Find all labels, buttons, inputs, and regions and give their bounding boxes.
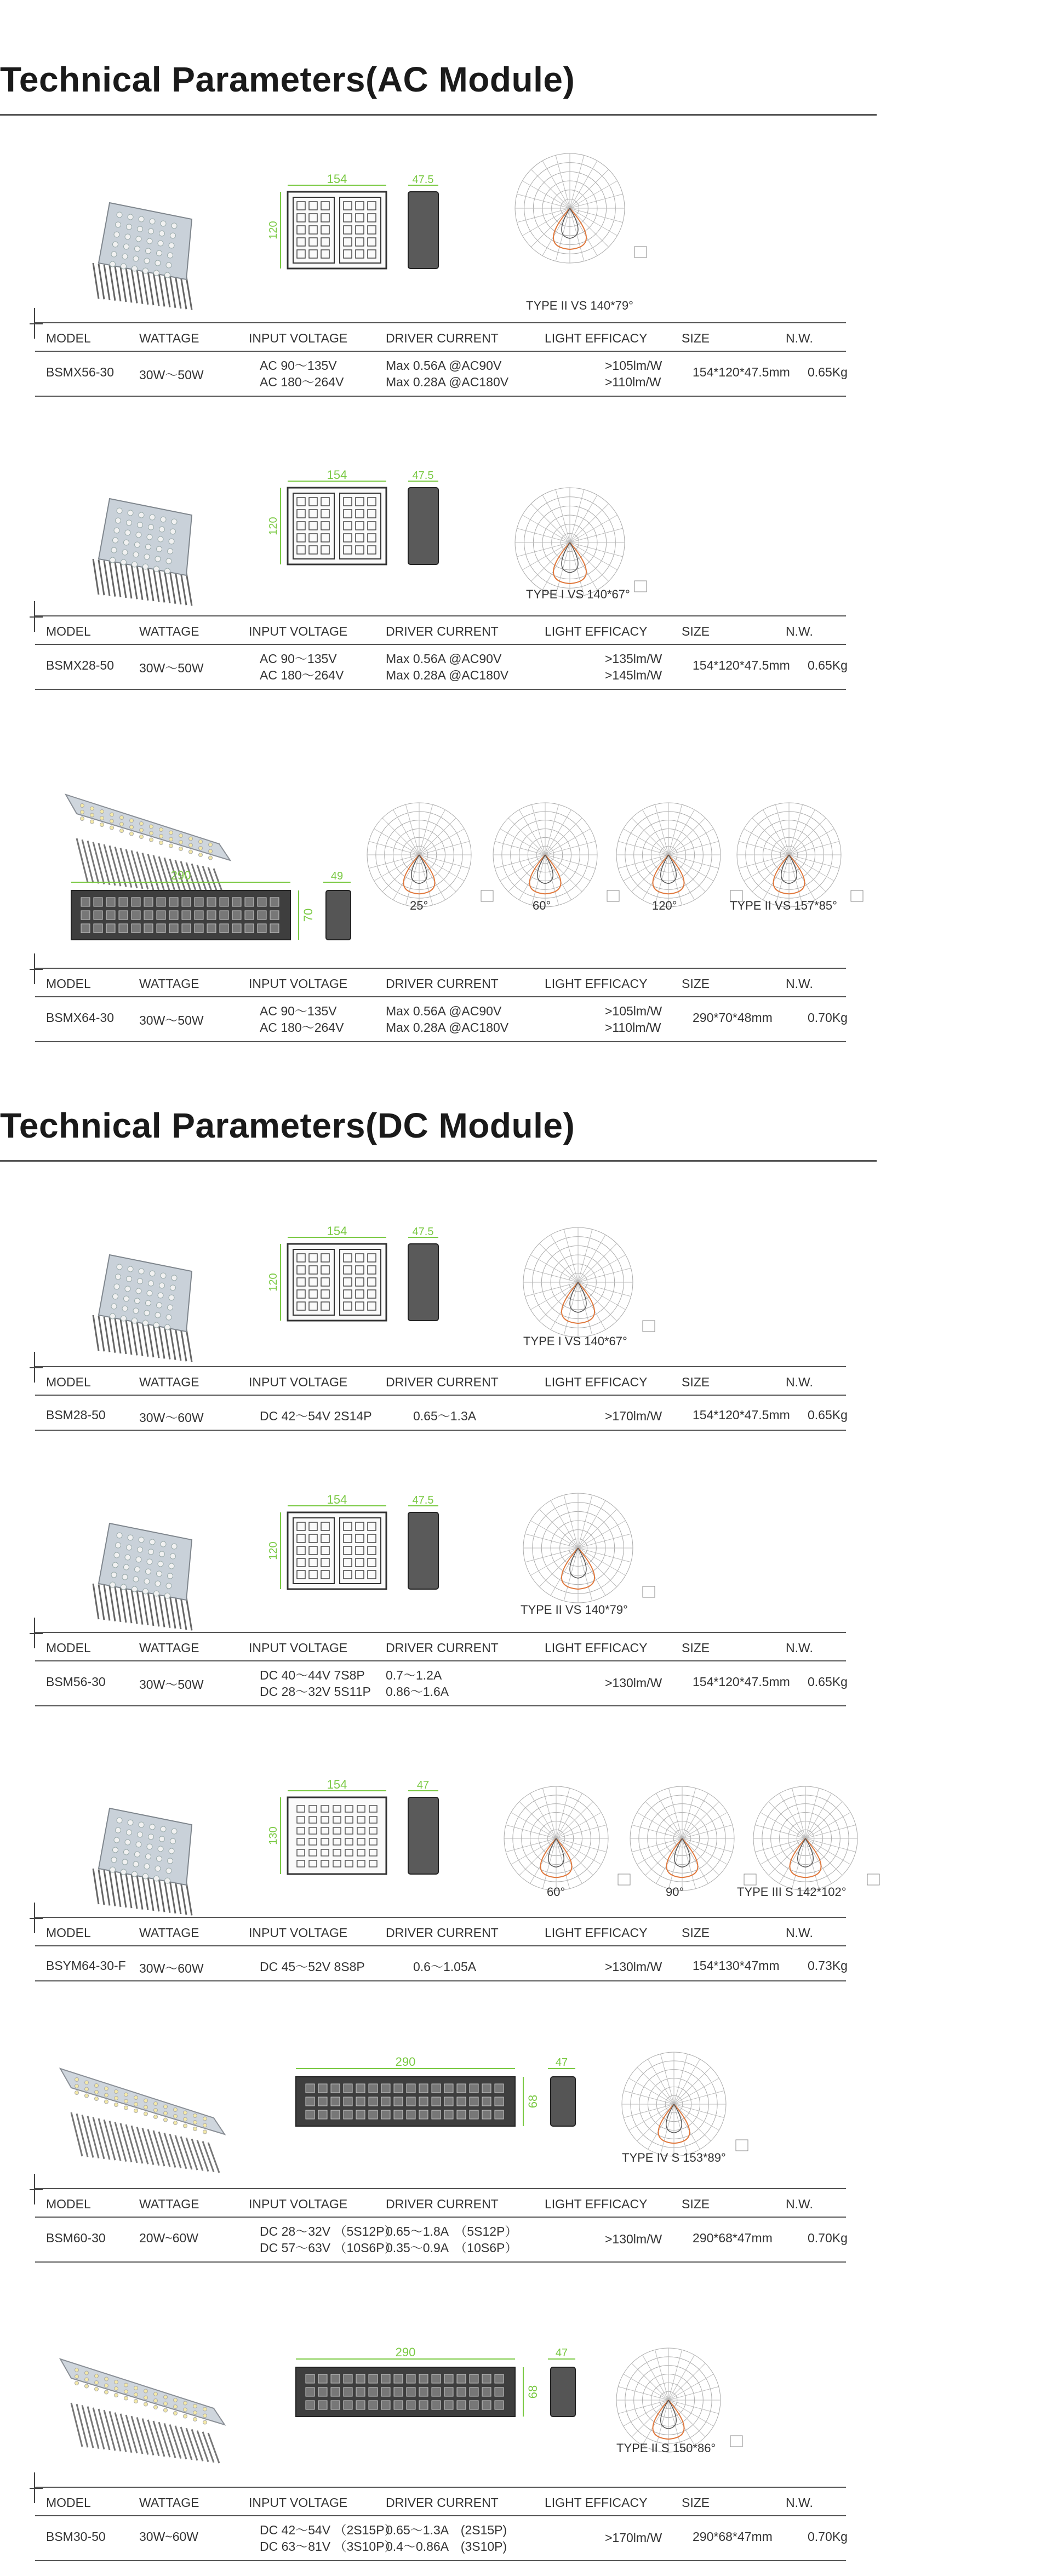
cell-size: 154*120*47.5mm: [693, 658, 790, 672]
table-header-size: SIZE: [682, 2495, 710, 2510]
table-bottom-rule: [35, 1980, 846, 1981]
polar-chart-wrap: [510, 148, 658, 271]
table-header-input-voltage: INPUT VOLTAGE: [249, 2197, 348, 2211]
cell-size: 154*120*47.5mm: [693, 1408, 790, 1422]
table-top-rule: [35, 2487, 846, 2488]
cell-light-efficacy: >170lm/W: [605, 1409, 662, 1423]
light-distribution-label: TYPE II S 150*86°: [616, 2441, 716, 2455]
table-header-wattage: WATTAGE: [139, 1926, 199, 1940]
table-header-wattage: WATTAGE: [139, 1641, 199, 1655]
table-header-size: SIZE: [682, 331, 710, 345]
ac-section-rule: [0, 114, 877, 116]
cell-driver-current: 0.4～0.86A (3S10P): [386, 2539, 507, 2554]
cell-driver-current: Max 0.56A @AC90V: [386, 358, 502, 373]
table-header-rule: [35, 1945, 846, 1946]
product-photo: [77, 482, 219, 608]
polar-light-distribution-chart: [611, 2343, 753, 2458]
spec-table: [35, 2482, 846, 2554]
polar-light-distribution-chart: [731, 797, 874, 912]
table-header-wattage: WATTAGE: [139, 2197, 199, 2211]
svg-text:47: 47: [555, 2347, 568, 2359]
svg-text:47.5: 47.5: [412, 470, 434, 482]
svg-text:154: 154: [327, 1778, 347, 1791]
table-header-size: SIZE: [682, 624, 710, 638]
svg-text:290: 290: [170, 869, 191, 882]
cell-light-efficacy: >105lm/W: [605, 1004, 662, 1018]
table-header-light-efficacy: LIGHT EFFICACY: [545, 331, 648, 345]
cell-nw: 0.65Kg: [808, 658, 848, 672]
cell-wattage: 30W~60W: [139, 2529, 199, 2544]
table-header-driver-current: DRIVER CURRENT: [386, 2495, 499, 2510]
cell-light-efficacy: >145lm/W: [605, 668, 662, 682]
table-corner-mark: [30, 2189, 43, 2190]
cell-input-voltage: DC 63～81V （3S10P）: [260, 2539, 397, 2554]
table-top-rule: [35, 968, 846, 969]
svg-text:130: 130: [267, 1826, 279, 1845]
table-bottom-rule: [35, 396, 846, 397]
table-header-light-efficacy: LIGHT EFFICACY: [545, 1926, 648, 1940]
cell-driver-current: 0.35～0.9A （10S6P）: [386, 2241, 518, 2255]
table-header-rule: [35, 1395, 846, 1396]
dimension-drawing: [55, 871, 362, 953]
spec-table: [35, 1362, 846, 1433]
polar-chart-wrap: [731, 797, 874, 915]
product-photo-wrap: [77, 482, 219, 611]
table-header-wattage: WATTAGE: [139, 1375, 199, 1389]
dimension-drawing: [279, 2055, 586, 2140]
cell-model: BSM56-30: [46, 1675, 106, 1689]
table-header-model: MODEL: [46, 1641, 91, 1655]
table-corner-mark: [30, 1367, 43, 1368]
spec-table: [35, 611, 846, 682]
polar-light-distribution-chart: [518, 1222, 666, 1343]
dimension-drawing: [267, 1224, 449, 1337]
cell-input-voltage: DC 28～32V （5S12P）: [260, 2224, 397, 2238]
cell-input-voltage: AC 180～264V: [260, 375, 344, 389]
cell-input-voltage: DC 57～63V （10S6P）: [260, 2241, 397, 2255]
table-header-driver-current: DRIVER CURRENT: [386, 2197, 499, 2211]
cell-model: BSMX56-30: [46, 365, 115, 379]
table-header-model: MODEL: [46, 2197, 91, 2211]
light-distribution-label: TYPE II VS 140*79°: [521, 1603, 628, 1617]
svg-text:154: 154: [327, 1224, 347, 1238]
table-header-model: MODEL: [46, 624, 91, 638]
table-header-wattage: WATTAGE: [139, 976, 199, 991]
table-header-size: SIZE: [682, 2197, 710, 2211]
table-header-light-efficacy: LIGHT EFFICACY: [545, 1641, 648, 1655]
svg-text:120: 120: [267, 221, 279, 239]
light-distribution-label: TYPE IV S 153*89°: [622, 2151, 726, 2164]
table-corner-mark: [30, 616, 43, 618]
cell-size: 290*70*48mm: [693, 1010, 773, 1025]
table-header-rule: [35, 996, 846, 997]
light-distribution-label: 25°: [410, 899, 428, 912]
cell-input-voltage: AC 90～135V: [260, 652, 337, 666]
cell-model: BSMX64-30: [46, 1010, 115, 1025]
polar-light-distribution-chart: [748, 1781, 890, 1896]
product-photo-wrap: [49, 2337, 236, 2466]
polar-chart-wrap: [748, 1781, 890, 1899]
cell-driver-current: Max 0.28A @AC180V: [386, 375, 509, 389]
table-header-driver-current: DRIVER CURRENT: [386, 331, 499, 345]
table-bottom-rule: [35, 2261, 846, 2263]
table-corner-mark: [30, 323, 43, 324]
table-bottom-rule: [35, 2560, 846, 2561]
dimension-drawing-wrap: [267, 468, 449, 584]
table-top-rule: [35, 1366, 846, 1367]
polar-chart-wrap: [362, 797, 504, 915]
light-distribution-label: 60°: [547, 1885, 565, 1899]
product-photo-wrap: [49, 2047, 236, 2175]
svg-text:120: 120: [267, 1541, 279, 1560]
polar-chart-wrap: [625, 1781, 767, 1899]
svg-text:70: 70: [301, 908, 315, 922]
spec-table: [35, 318, 846, 389]
cell-nw: 0.70Kg: [808, 2529, 848, 2544]
cell-wattage: 30W～50W: [139, 368, 204, 382]
cell-light-efficacy: >130lm/W: [605, 1960, 662, 1974]
table-header-size: SIZE: [682, 1375, 710, 1389]
spec-table: [35, 1627, 846, 1699]
dimension-drawing-wrap: [267, 1224, 449, 1340]
table-header-driver-current: DRIVER CURRENT: [386, 976, 499, 991]
table-header-model: MODEL: [46, 1926, 91, 1940]
product-photo-wrap: [77, 1792, 219, 1921]
table-header-driver-current: DRIVER CURRENT: [386, 1641, 499, 1655]
cell-input-voltage: AC 180～264V: [260, 1020, 344, 1035]
table-header-driver-current: DRIVER CURRENT: [386, 1375, 499, 1389]
cell-input-voltage: AC 180～264V: [260, 668, 344, 682]
cell-model: BSMX28-50: [46, 658, 115, 672]
cell-light-efficacy: >110lm/W: [605, 375, 661, 389]
cell-driver-current: Max 0.56A @AC90V: [386, 1004, 502, 1018]
light-distribution-label: TYPE I VS 140*67°: [526, 587, 630, 601]
ac-section-title: Technical Parameters(AC Module): [0, 60, 575, 99]
polar-light-distribution-chart: [616, 2047, 759, 2162]
dimension-drawing-wrap: [279, 2055, 586, 2143]
table-bottom-rule: [35, 1705, 846, 1706]
svg-text:290: 290: [395, 2055, 416, 2069]
table-header-input-voltage: INPUT VOLTAGE: [249, 976, 348, 991]
light-distribution-label: TYPE III S 142*102°: [737, 1885, 847, 1899]
table-header-nw: N.W.: [786, 976, 813, 991]
table-header-nw: N.W.: [786, 2495, 813, 2510]
dc-section-rule: [0, 1160, 877, 1162]
light-distribution-label: TYPE I VS 140*67°: [523, 1334, 627, 1348]
table-header-rule: [35, 644, 846, 645]
cell-input-voltage: DC 45～52V 8S8P: [260, 1960, 365, 1974]
cell-driver-current: Max 0.28A @AC180V: [386, 668, 509, 682]
product-photo: [77, 186, 219, 312]
table-header-nw: N.W.: [786, 1375, 813, 1389]
cell-light-efficacy: >130lm/W: [605, 2232, 662, 2246]
table-header-input-voltage: INPUT VOLTAGE: [249, 2495, 348, 2510]
svg-text:154: 154: [327, 468, 347, 482]
cell-light-efficacy: >110lm/W: [605, 1020, 661, 1035]
dc-section-title: Technical Parameters(DC Module): [0, 1106, 575, 1145]
table-header-light-efficacy: LIGHT EFFICACY: [545, 1375, 648, 1389]
polar-chart-wrap: [616, 2047, 759, 2164]
polar-light-distribution-chart: [625, 1781, 767, 1896]
polar-light-distribution-chart: [499, 1781, 641, 1896]
table-header-driver-current: DRIVER CURRENT: [386, 624, 499, 638]
table-header-size: SIZE: [682, 976, 710, 991]
polar-light-distribution-chart: [518, 1488, 666, 1608]
cell-size: 154*120*47.5mm: [693, 1675, 790, 1689]
light-distribution-label: 90°: [666, 1885, 684, 1899]
light-distribution-label: 60°: [533, 899, 551, 912]
dimension-drawing: [267, 1778, 449, 1890]
cell-model: BSM60-30: [46, 2231, 106, 2245]
polar-chart-wrap: [488, 797, 630, 915]
cell-driver-current: 0.6～1.05A: [413, 1960, 477, 1974]
cell-input-voltage: AC 90～135V: [260, 358, 337, 373]
polar-light-distribution-chart: [510, 148, 658, 269]
table-header-nw: N.W.: [786, 624, 813, 638]
table-top-rule: [35, 322, 846, 323]
cell-nw: 0.65Kg: [808, 365, 848, 379]
table-header-wattage: WATTAGE: [139, 2495, 199, 2510]
dimension-drawing: [267, 468, 449, 581]
cell-driver-current: 0.65～1.8A （5S12P）: [386, 2224, 518, 2238]
table-header-nw: N.W.: [786, 1926, 813, 1940]
dimension-drawing: [279, 2345, 586, 2430]
dimension-drawing-wrap: [267, 172, 449, 288]
product-photo-wrap: [77, 186, 219, 315]
dimension-drawing-wrap: [55, 871, 362, 956]
cell-driver-current: 0.65～1.3A (2S15P): [386, 2523, 507, 2537]
spec-table: [35, 963, 846, 1035]
table-bottom-rule: [35, 1430, 846, 1431]
table-header-size: SIZE: [682, 1641, 710, 1655]
cell-light-efficacy: >170lm/W: [605, 2531, 662, 2545]
table-header-rule: [35, 1660, 846, 1661]
dimension-drawing-wrap: [267, 1778, 449, 1893]
svg-text:47.5: 47.5: [412, 1494, 434, 1506]
cell-size: 290*68*47mm: [693, 2231, 773, 2245]
table-header-input-voltage: INPUT VOLTAGE: [249, 331, 348, 345]
table-header-nw: N.W.: [786, 2197, 813, 2211]
table-header-wattage: WATTAGE: [139, 624, 199, 638]
polar-chart-wrap: [499, 1781, 641, 1899]
table-header-size: SIZE: [682, 1926, 710, 1940]
cell-wattage: 30W～60W: [139, 1961, 204, 1975]
svg-text:154: 154: [327, 1493, 347, 1506]
light-distribution-label: 120°: [652, 899, 677, 912]
dimension-drawing: [267, 1493, 449, 1606]
table-bottom-rule: [35, 689, 846, 690]
svg-text:120: 120: [267, 517, 279, 535]
spec-table: [35, 1912, 846, 1984]
svg-text:68: 68: [526, 2385, 540, 2399]
product-photo: [77, 1792, 219, 1918]
polar-chart-wrap: [518, 1488, 666, 1611]
table-header-input-voltage: INPUT VOLTAGE: [249, 1375, 348, 1389]
table-header-driver-current: DRIVER CURRENT: [386, 1926, 499, 1940]
cell-input-voltage: DC 28～32V 5S11P: [260, 1684, 371, 1699]
product-photo-wrap: [77, 1507, 219, 1636]
cell-light-efficacy: >130lm/W: [605, 1676, 662, 1690]
table-header-input-voltage: INPUT VOLTAGE: [249, 624, 348, 638]
table-header-rule: [35, 351, 846, 352]
table-header-light-efficacy: LIGHT EFFICACY: [545, 976, 648, 991]
table-top-rule: [35, 1632, 846, 1633]
product-photo: [49, 2337, 236, 2463]
product-photo: [77, 1238, 219, 1364]
dimension-drawing: [267, 172, 449, 285]
svg-text:154: 154: [327, 172, 347, 186]
cell-size: 154*120*47.5mm: [693, 365, 790, 379]
product-photo: [77, 1507, 219, 1633]
dimension-drawing-wrap: [267, 1493, 449, 1608]
cell-wattage: 30W～50W: [139, 1013, 204, 1027]
cell-model: BSYM64-30-F: [46, 1958, 126, 1973]
polar-light-distribution-chart: [488, 797, 630, 912]
cell-model: BSM30-50: [46, 2529, 106, 2544]
table-corner-mark: [30, 1633, 43, 1634]
product-photo-wrap: [77, 1238, 219, 1367]
table-header-nw: N.W.: [786, 1641, 813, 1655]
dimension-drawing-wrap: [279, 2345, 586, 2433]
table-header-light-efficacy: LIGHT EFFICACY: [545, 2495, 648, 2510]
table-header-input-voltage: INPUT VOLTAGE: [249, 1641, 348, 1655]
cell-driver-current: 0.86～1.6A: [386, 1684, 449, 1699]
cell-driver-current: 0.7～1.2A: [386, 1668, 442, 1682]
cell-driver-current: Max 0.28A @AC180V: [386, 1020, 509, 1035]
cell-nw: 0.70Kg: [808, 2231, 848, 2245]
polar-light-distribution-chart: [362, 797, 504, 912]
polar-chart-wrap: [518, 1222, 666, 1345]
table-header-light-efficacy: LIGHT EFFICACY: [545, 624, 648, 638]
cell-nw: 0.73Kg: [808, 1958, 848, 1973]
table-top-rule: [35, 2188, 846, 2189]
light-distribution-label: TYPE II VS 157*85°: [730, 899, 837, 912]
cell-nw: 0.70Kg: [808, 1010, 848, 1025]
cell-wattage: 30W～50W: [139, 1677, 204, 1692]
table-header-nw: N.W.: [786, 331, 813, 345]
table-header-model: MODEL: [46, 2495, 91, 2510]
table-header-light-efficacy: LIGHT EFFICACY: [545, 2197, 648, 2211]
cell-input-voltage: DC 42～54V （2S15P）: [260, 2523, 397, 2537]
cell-input-voltage: DC 40～44V 7S8P: [260, 1668, 365, 1682]
cell-wattage: 30W～60W: [139, 1410, 204, 1425]
table-header-model: MODEL: [46, 331, 91, 345]
spec-table: [35, 2184, 846, 2255]
svg-text:68: 68: [526, 2094, 540, 2109]
table-corner-mark: [30, 969, 43, 970]
table-corner-mark: [30, 1918, 43, 1919]
cell-wattage: 20W~60W: [139, 2231, 199, 2245]
table-corner-mark: [30, 2488, 43, 2489]
svg-text:49: 49: [330, 870, 344, 882]
cell-model: BSM28-50: [46, 1408, 106, 1422]
cell-driver-current: Max 0.56A @AC90V: [386, 652, 502, 666]
cell-size: 290*68*47mm: [693, 2529, 773, 2544]
table-bottom-rule: [35, 1041, 846, 1042]
polar-light-distribution-chart: [510, 482, 658, 603]
cell-driver-current: 0.65～1.3A: [413, 1409, 477, 1423]
cell-size: 154*130*47mm: [693, 1958, 780, 1973]
cell-input-voltage: DC 42～54V 2S14P: [260, 1409, 372, 1423]
cell-nw: 0.65Kg: [808, 1675, 848, 1689]
cell-wattage: 30W～50W: [139, 661, 204, 675]
light-distribution-label: TYPE II VS 140*79°: [526, 299, 633, 312]
table-top-rule: [35, 615, 846, 616]
cell-nw: 0.65Kg: [808, 1408, 848, 1422]
table-header-input-voltage: INPUT VOLTAGE: [249, 1926, 348, 1940]
svg-text:290: 290: [395, 2345, 416, 2359]
table-header-model: MODEL: [46, 1375, 91, 1389]
cell-input-voltage: AC 90～135V: [260, 1004, 337, 1018]
table-header-wattage: WATTAGE: [139, 331, 199, 345]
svg-text:47: 47: [416, 1779, 430, 1791]
cell-light-efficacy: >135lm/W: [605, 652, 662, 666]
table-top-rule: [35, 1917, 846, 1918]
product-photo: [49, 2047, 236, 2173]
table-header-model: MODEL: [46, 976, 91, 991]
cell-light-efficacy: >105lm/W: [605, 358, 662, 373]
svg-text:47: 47: [555, 2057, 568, 2069]
svg-text:120: 120: [267, 1273, 279, 1292]
svg-text:47.5: 47.5: [412, 174, 434, 186]
table-header-rule: [35, 2217, 846, 2218]
svg-text:47.5: 47.5: [412, 1226, 434, 1238]
table-header-rule: [35, 2515, 846, 2516]
